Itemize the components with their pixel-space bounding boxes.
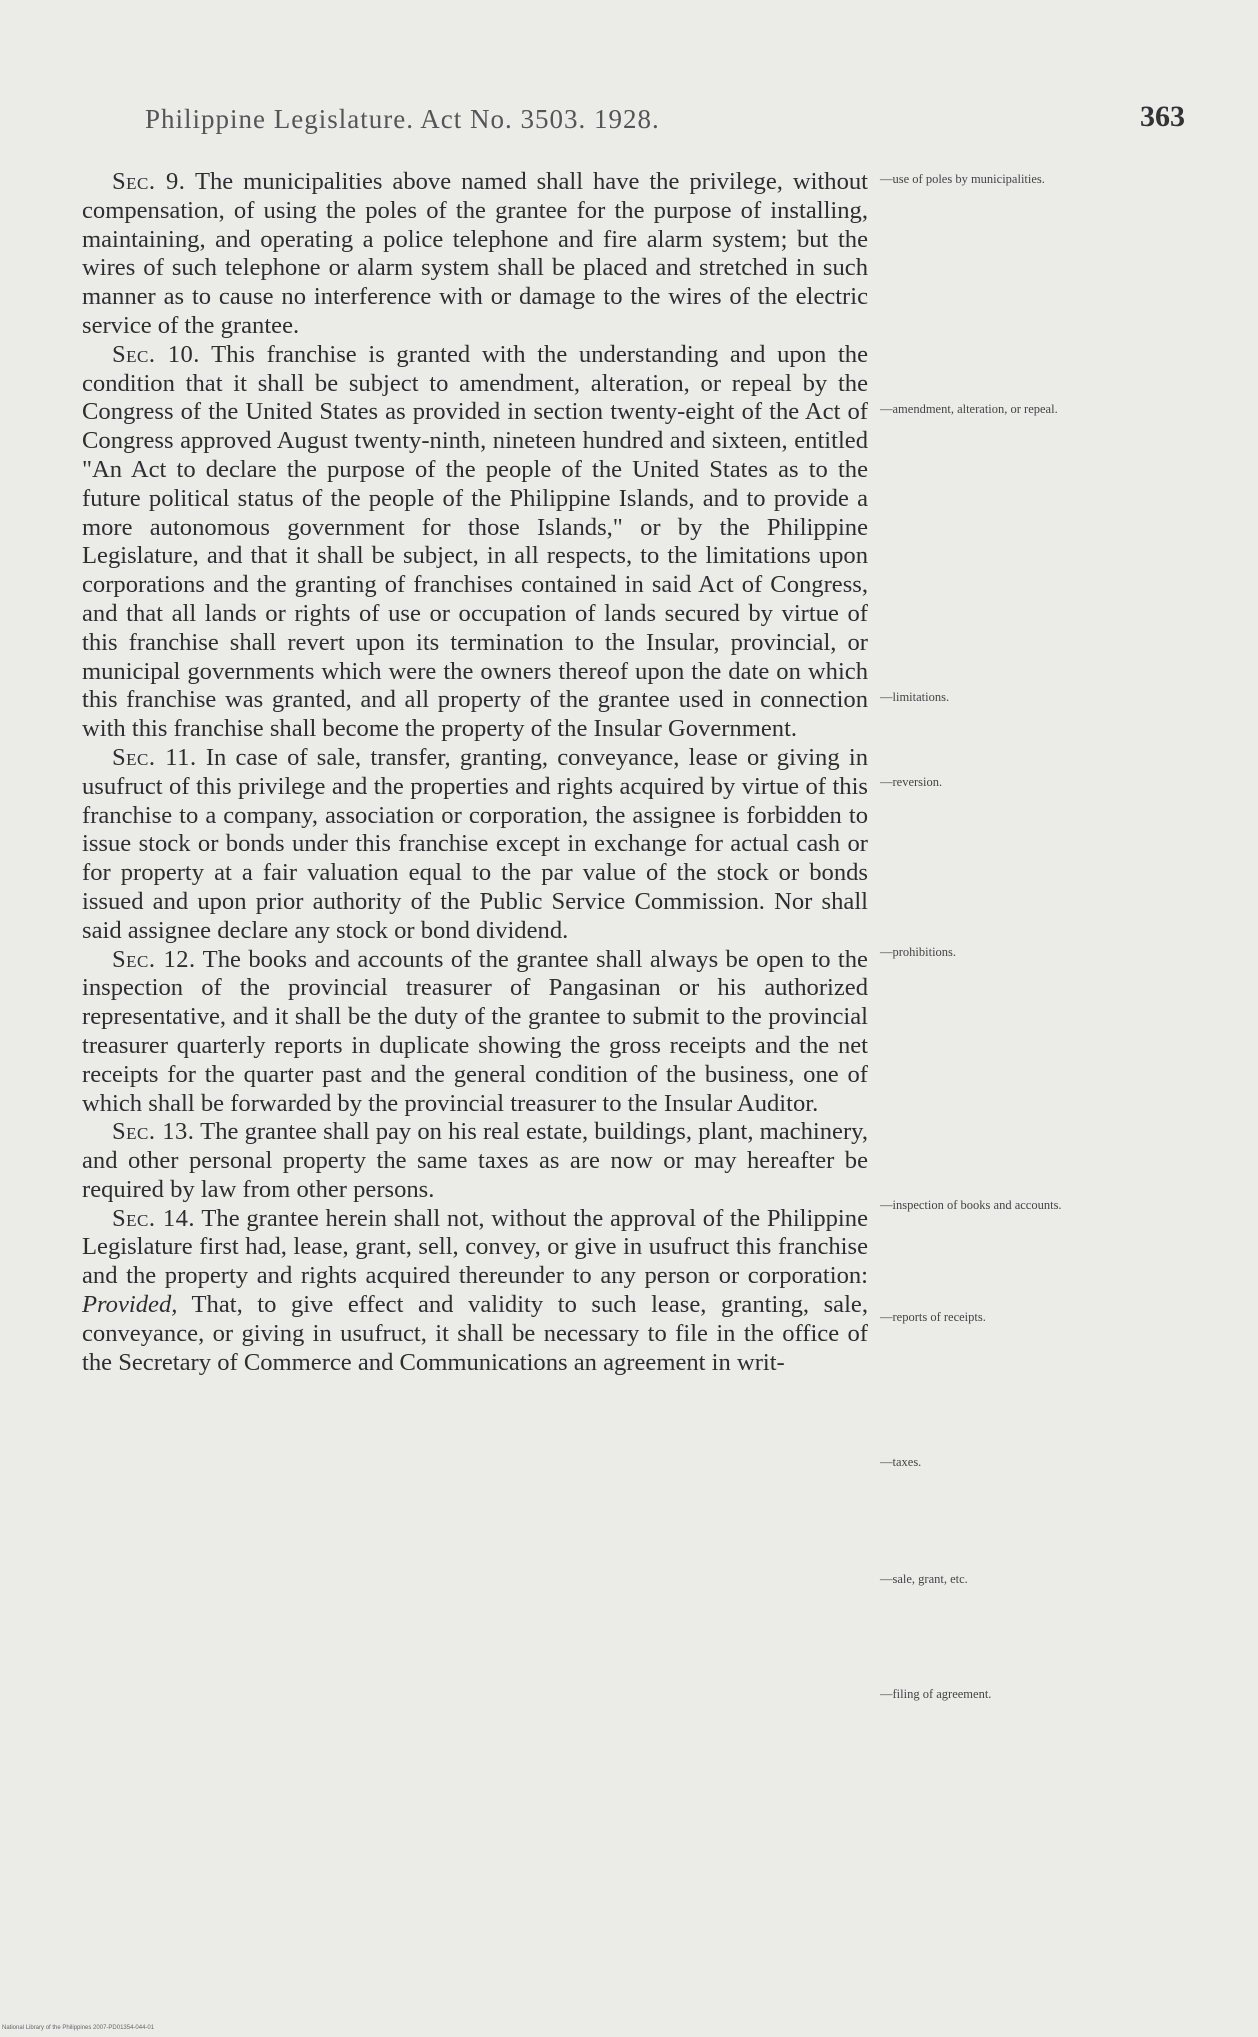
section-12 [82,946,868,1119]
provided-italic: Provided, [82,1291,178,1319]
section-text: The grantee shall pay on his real estate, buildings, plant, machinery, and other personal property the same taxes as are now or may hereafter be required by law from other persons. [82,1118,868,1203]
section-label: Sec. 10. [112,340,200,368]
section-label: Sec. 11. [112,743,197,771]
margin-note-filing: —filing of agreement. [880,1687,992,1701]
margin-note-use-of-poles: —use of poles by municipalities. [880,172,1045,186]
section-11 [82,744,868,946]
section-13 [82,1118,868,1204]
page-header [145,100,1185,144]
section-label: Sec. 12. [112,945,196,973]
section-text: The books and accounts of the grantee shall always be open to the inspection of the provincial treasurer of Pangasinan or his authorized representative, and it shall be the duty of the grantee to submit to the provincial treasurer quarterly reports in duplicate showing the gross receipts and the net receipts for the quarter past and the general condition of the business, one of which shall be forwarded by the provincial treasurer to the Insular Auditor. [82,945,868,1117]
body-text [82,168,868,1377]
running-head: Philippine Legislature. Act No. 3503. 1928. [145,104,660,134]
section-14 [82,1205,868,1378]
section-text: The grantee herein shall not, without the approval of the Philippine Legislature first had, lease, grant, sell, convey, or give in usufruct this franchise and the property and rights acquired thereunder to any person or corporation: [82,1204,868,1290]
margin-note-prohibitions: —prohibitions. [880,945,957,959]
margin-note-taxes: —taxes. [880,1455,922,1469]
section-text: In case of sale, transfer, granting, conveyance, lease or giving in usufruct of this privilege and the properties and rights acquired by virtue of this franchise to a company, association or corporation, the assignee is forbidden to issue stock or bonds under this franchise except in exchange for actual cash or for property at a fair valuation equal to the par value of the stock or bonds issued and upon prior authority of the Public Service Commission. Nor shall said assignee declare any stock or bond dividend. [82,743,868,944]
section-label: Sec. 13. [112,1118,195,1146]
section-10 [82,341,868,744]
section-label: Sec. 9. [112,168,186,195]
margin-note-amendment: —amendment, alteration, or repeal. [880,402,1058,416]
margin-note-inspection: —inspection of books and accounts. [880,1198,1062,1212]
margin-note-sale-grant: —sale, grant, etc. [880,1572,968,1586]
section-9 [82,168,868,341]
section-text: The municipalities above named shall have the privilege, without compensation, of using the poles of the grantee for the purpose of installing, maintaining, and operating a police telephone and fire alarm system; but the wires of such telephone or alarm system shall be placed and stretched in such manner as to cause no interference with or damage to the wires of the electric service of the grantee. [82,168,868,339]
section-text-continued: That, to give effect and validity to such lease, granting, sale, conveyance, or giving in usufruct, it shall be necessary to file in the office of the Secretary of Commerce and Communications an agreement in writ- [82,1291,868,1376]
section-label: Sec. 14. [112,1204,196,1232]
margin-note-reversion: —reversion. [880,775,943,789]
margin-note-reports: —reports of receipts. [880,1310,986,1324]
footer-credit: National Library of the Philippines 2007-PD01354-044-01 [2,2025,155,2031]
section-text: This franchise is granted with the understanding and upon the condition that it shall be subject to amendment, alteration, or repeal by the Congress of the United States as provided in section twenty-eight of the Act of Congress approved August twenty-ninth, nineteen hundred and sixteen, entitled "An Act to declare the purpose of the people of the United States as to the future political status of the people of the Philippine Islands, and to provide a more autonomous government for those Islands," or by the Philippine Legislature, and that it shall be subject, in all respects, to the limitations upon corporations and the granting of franchises contained in said Act of Congress, and that all lands or rights of use or occupation of lands secured by virtue of this franchise shall revert upon its termination to the Insular, provincial, or municipal governments which were the owners thereof upon the date on which this franchise was granted, and all property of the grantee used in connection with this franchise shall become the property of the Insular Government. [82,340,868,743]
margin-note-limitations: —limitations. [880,690,950,704]
page-number: 363 [1140,100,1185,133]
